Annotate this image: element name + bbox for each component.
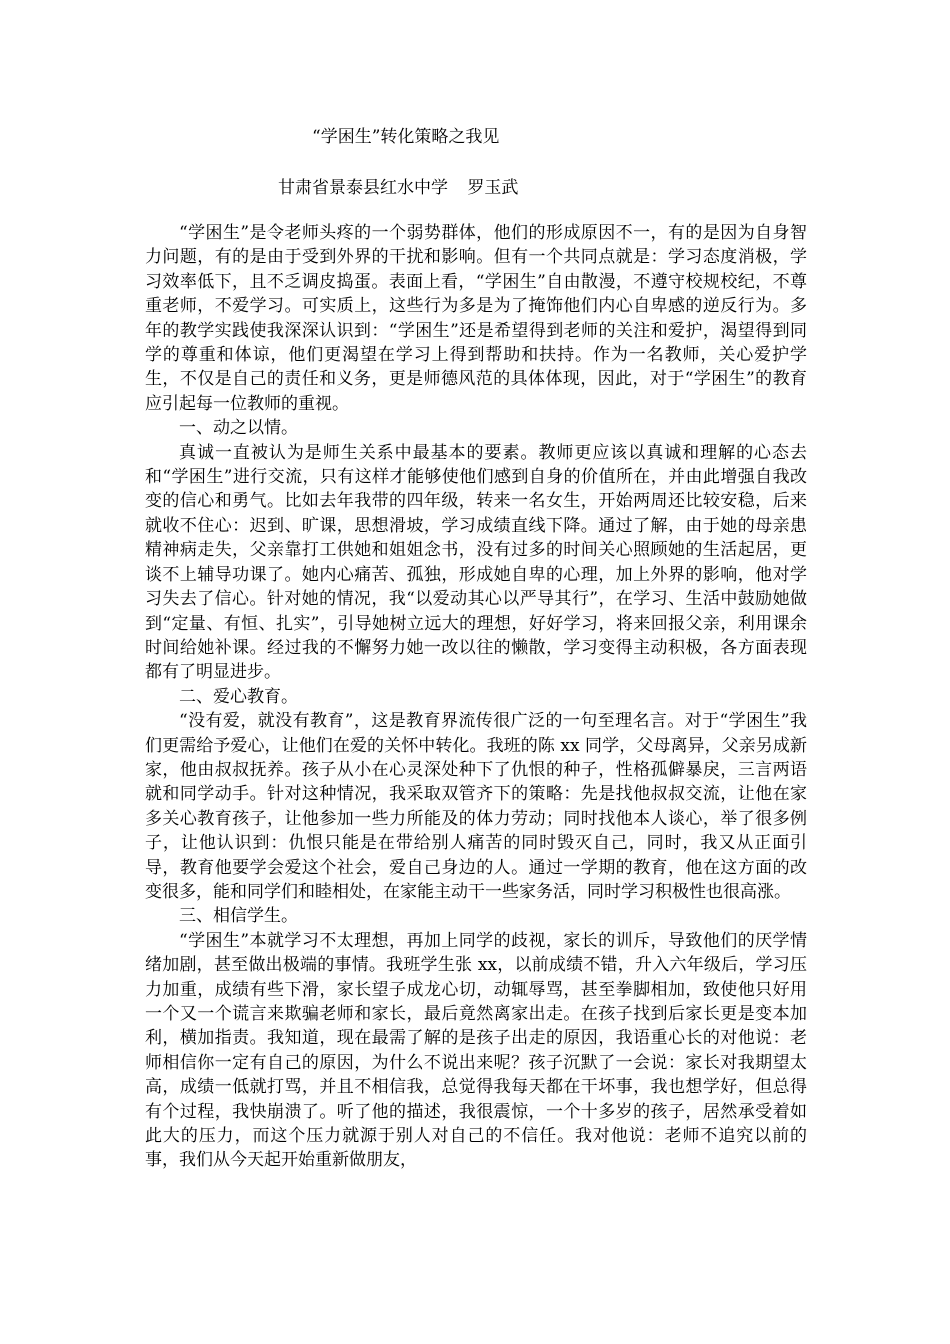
section-heading-2: 二、爱心教育。 (179, 686, 298, 707)
intro-paragraph: “学困生”是令老师头疼的一个弱势群体，他们的形成原因不一，有的是因为自身智力问题，有的是由于受到外界的干扰和影响。但有一个共同点就是：学习态度消极，学习效率低下，且不乏调皮捣蛋。表面上看，“学困生”自由散漫，不遵守校规校纪，不尊重老师，不爱学习。可实质上，这些行为多是为了掩饰他们内心自卑感的逆反行为。多年的教学实践使我深深认识到：“学困生”还是希望得到老师的关注和爱护，渴望得到同学的尊重和体谅，他们更渴望在学习上得到帮助和扶持。作为一名教师，关心爱护学生，不仅是自己的责任和义务，更是师德风范的具体体现，因此，对于“学困生”的教育应引起每一位教师的重视。 (145, 223, 807, 414)
author-line: 甘肃省景泰县红水中学 罗玉武 (278, 178, 519, 198)
section-heading-1: 一、动之以情。 (179, 418, 298, 439)
document-title: “学困生”转化策略之我见 (312, 127, 500, 147)
section-2-paragraph: “没有爱，就没有教育”，这是教育界流传很广泛的一句至理名言。对于“学困生”我们更需给予爱心，让他们在爱的关怀中转化。我班的陈 xx 同学，父母离异，父亲另成新家，他由叔叔抚养。孩子从小在心灵深处种下了仇恨的种子，性格孤僻暴戾，三言两语就和同学动手。针对这种情况，我采取双管齐下的策略：先是找他叔叔交流，让他在家多关心教育孩子，让他参加一些力所能及的体力劳动；同时找他本人谈心，举了很多例子，让他认识到：仇恨只能是在带给别人痛苦的同时毁灭自己，同时，我又从正面引导，教育他要学会爱这个社会，爱自己身边的人。通过一学期的教育，他在这方面的改变很多，能和同学们和睦相处，在家能主动干一些家务活，同时学习积极性也很高涨。 (145, 711, 807, 902)
document-body (145, 221, 807, 1173)
section-heading-3: 三、相信学生。 (179, 906, 298, 927)
section-1-paragraph: 真诚一直被认为是师生关系中最基本的要素。教师更应该以真诚和理解的心态去和“学困生”进行交流，只有这样才能够使他们感到自身的价值所在，并由此增强自我改变的信心和勇气。比如去年我带的四年级，转来一名女生，开始两周还比较安稳，后来就收不住心：迟到、旷课，思想滑坡，学习成绩直线下降。通过了解，由于她的母亲患精神病走失，父亲靠打工供她和姐姐念书，没有过多的时间关心照顾她的生活起居，更谈不上辅导功课了。她内心痛苦、孤独，形成她自卑的心理，加上外界的影响，他对学习失去了信心。针对她的情况，我“以爱动其心以严导其行”，在学习、生活中鼓励她做到“定量、有恒、扎实”，引导她树立远大的理想，好好学习，将来回报父亲，利用课余时间给她补课。经过我的不懈努力她一改以往的懒散，学习变得主动积极，各方面表现都有了明显进步。 (145, 442, 807, 683)
section-3-paragraph: “学困生”本就学习不太理想，再加上同学的歧视，家长的训斥，导致他们的厌学情绪加剧，甚至做出极端的事情。我班学生张 xx，以前成绩不错，升入六年级后，学习压力加重，成绩有些下滑，家长望子成龙心切，动辄辱骂，甚至拳脚相加，致使他只好用一个又一个谎言来欺骗老师和家长，最后竟然离家出走。在孩子找到后家长更是变本加利，横加指责。我知道，现在最需了解的是孩子出走的原因，我语重心长的对他说：老师相信你一定有自己的原因，为什么不说出来呢？孩子沉默了一会说：家长对我期望太高，成绩一低就打骂，并且不相信我，总觉得我每天都在干坏事，我也想学好，但总得有个过程，我快崩溃了。听了他的描述，我很震惊，一个十多岁的孩子，居然承受着如此大的压力，而这个压力就源于别人对自己的不信任。我对他说：老师不追究以前的事，我们从今天起开始重新做朋友， (145, 930, 807, 1171)
